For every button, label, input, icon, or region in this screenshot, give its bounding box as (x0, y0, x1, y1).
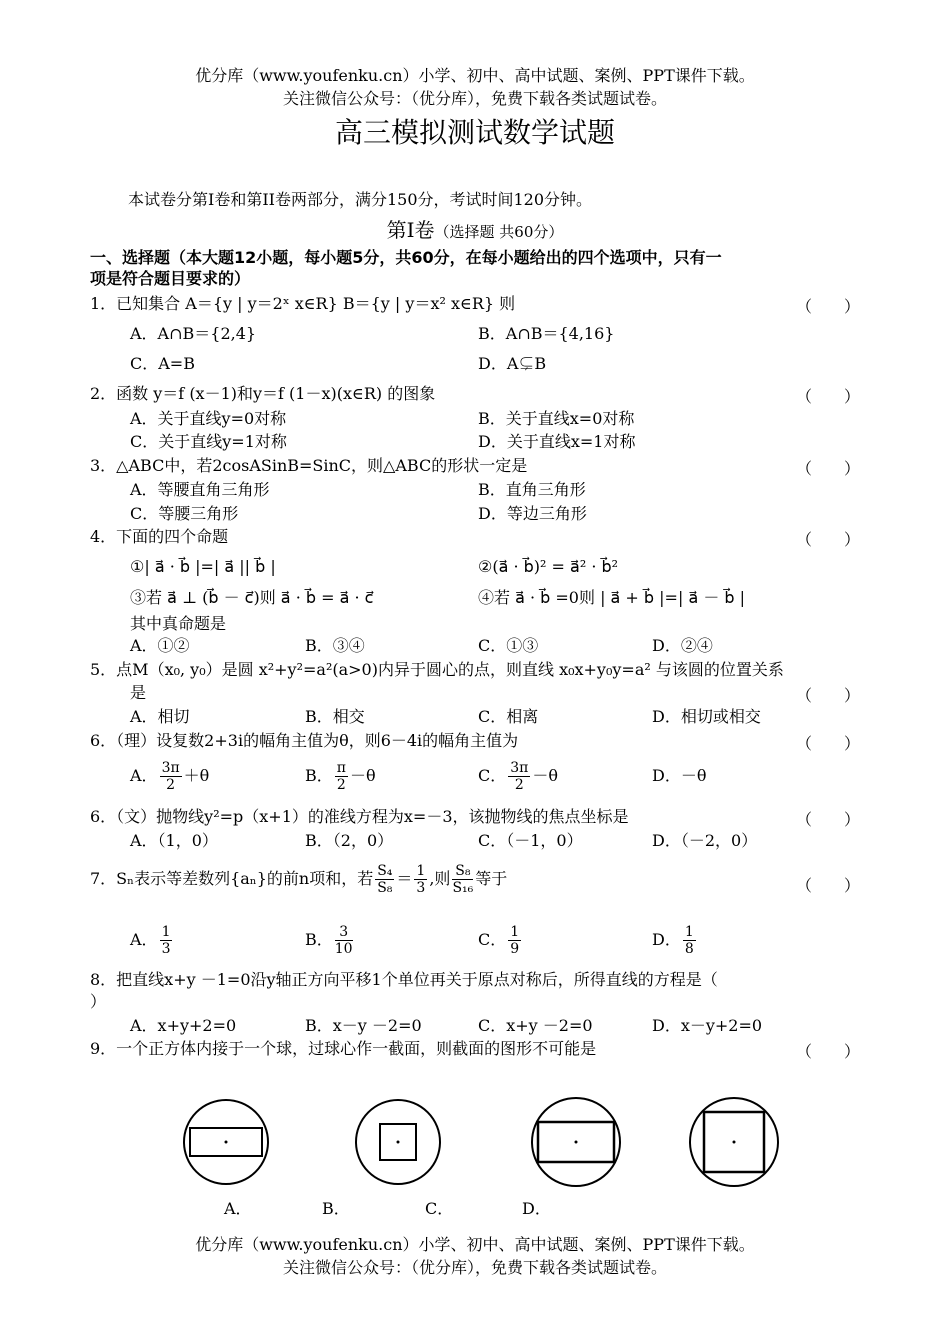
q4-proposition-3: ③若 a⃗ ⊥ (b⃗ － c⃗)则 a⃗ · b⃗ = a⃗ · c⃗ (130, 588, 374, 607)
q2-option-c: C．关于直线y=1对称 (130, 432, 287, 451)
q6-arts-option-b: B．（2，0） (305, 831, 394, 850)
q2-option-b: B．关于直线x=0对称 (478, 409, 635, 428)
q4-option-d: D．②④ (652, 636, 713, 655)
section-main: 第I卷 (386, 218, 435, 242)
q5-option-c: C．相离 (478, 707, 539, 726)
q4-option-a: A．①② (130, 636, 190, 655)
q1-option-a: A．A∩B＝{2,4} (130, 324, 257, 343)
header-line-2: 关注微信公众号：（优分库），免费下载各类试题试卷。 (282, 89, 667, 108)
q7-stem: 7．Sₙ表示等差数列{aₙ}的前n项和，若 $\frac{\text{S₄}}{\text{S₈}}$ ＝ $\frac{1}{3}$ ,则 $\frac{\text{S₈}}{\text{S₁₆}}$ 等于 (90, 863, 508, 896)
q7-option-c: C． $\frac{1}{9}$ (478, 924, 520, 957)
q2-option-a: A．关于直线y=0对称 (130, 409, 287, 428)
intro-text: 本试卷分第I卷和第II卷两部分，满分150分，考试时间120分钟。 (128, 190, 593, 209)
q5-option-b: B．相交 (305, 707, 365, 726)
q3-option-b: B．直角三角形 (478, 480, 586, 499)
q9-figure-c (532, 1098, 620, 1186)
q7-option-d: D． $\frac{1}{8}$ (652, 924, 694, 957)
q6-science-answer-blank: （ ） (796, 734, 861, 753)
q7-answer-blank: （ ） (796, 876, 861, 895)
q6-arts-stem: 6．（文）抛物线y²=p（x+1）的准线方程为x=－3，该抛物线的焦点坐标是 (90, 807, 629, 826)
q9-figure-a (184, 1100, 268, 1184)
q8-option-a: A．x+y+2=0 (130, 1016, 237, 1035)
q1-answer-blank: （ ） (796, 297, 861, 316)
q9-figures (180, 1092, 780, 1192)
q4-option-b: B．③④ (305, 636, 365, 655)
q2-option-d: D．关于直线x=1对称 (478, 432, 636, 451)
q4-subprompt: 其中真命题是 (130, 614, 227, 633)
page-title: 高三模拟测试数学试题 (334, 116, 615, 149)
q9-label-a: A． (224, 1199, 252, 1218)
q6-science-option-c: C． $\frac{3\pi}{2}$ －θ (478, 760, 558, 793)
q6-arts-option-c: C．（－1，0） (478, 831, 583, 850)
q8-option-c: C．x+y －2=0 (478, 1016, 593, 1035)
section-sub: （选择题 共60分） (434, 223, 564, 241)
q8-stem: 8．把直线x+y －1=0沿y轴正方向平移1个单位再关于原点对称后，所得直线的方程是（ (90, 970, 718, 989)
q8-option-b: B．x－y －2=0 (305, 1016, 422, 1035)
q3-option-c: C．等腰三角形 (130, 504, 239, 523)
q5-option-d: D．相切或相交 (652, 707, 761, 726)
q6-arts-option-a: A．（1，0） (130, 831, 218, 850)
q6-science-option-a: A． $\frac{3\pi}{2}$ ＋θ (130, 760, 210, 793)
q5-stem-cont: 是 (130, 683, 147, 702)
q4-stem: 4．下面的四个命题 (90, 527, 229, 546)
q3-stem: 3．△ABC中，若2cosASinB=SinC，则△ABC的形状一定是 (90, 456, 528, 475)
q7-option-a: A． $\frac{1}{3}$ (130, 924, 171, 957)
header-line-1: 优分库（www.youfenku.cn）小学、初中、高中试题、案例、PPT课件下载。 (195, 66, 755, 85)
instruction-line-1: 一、选择题（本大题12小题，每小题5分，共60分，在每小题给出的四个选项中，只有一 (90, 248, 722, 267)
q9-label-d: D． (522, 1199, 551, 1218)
footer-line-2: 关注微信公众号：（优分库），免费下载各类试题试卷。 (282, 1258, 667, 1277)
section-heading (0, 220, 950, 242)
q5-option-a: A．相切 (130, 707, 190, 726)
q9-stem: 9．一个正方体内接于一个球，过球心作一截面，则截面的图形不可能是 (90, 1039, 597, 1058)
q4-proposition-4: ④若 a⃗ · b⃗ =0则 | a⃗ + b⃗ |=| a⃗ － b⃗ | (478, 588, 746, 607)
q8-option-d: D．x－y+2=0 (652, 1016, 763, 1035)
instruction-line-2: 项是符合题目要求的） (90, 269, 251, 288)
q1-option-c: C．A=B (130, 354, 195, 373)
q3-option-a: A．等腰直角三角形 (130, 480, 270, 499)
q6-science-option-b: B． $\frac{\pi}{2}$ －θ (305, 760, 376, 793)
q7-option-b: B． $\frac{3}{10}$ (305, 924, 353, 957)
q2-answer-blank: （ ） (796, 387, 861, 406)
q9-label-c: C． (425, 1199, 454, 1218)
q6-science-stem: 6．（理）设复数2+3i的幅角主值为θ，则6－4i的幅角主值为 (90, 731, 519, 750)
footer-line-1: 优分库（www.youfenku.cn）小学、初中、高中试题、案例、PPT课件下载。 (195, 1235, 755, 1254)
q6-arts-option-d: D．（－2，0） (652, 831, 758, 850)
q6-science-option-d: D．－θ (652, 766, 707, 785)
q1-option-d: D．A⊊B (478, 354, 547, 373)
q9-answer-blank: （ ） (796, 1042, 861, 1061)
q4-proposition-1: ①| a⃗ · b⃗ |=| a⃗ || b⃗ | (130, 557, 276, 576)
q3-option-d: D．等边三角形 (478, 504, 587, 523)
q8-stem-cont: ） (90, 992, 107, 1011)
q2-stem: 2．函数 y＝f (x－1)和y＝f (1－x)(x∈R) 的图象 (90, 384, 436, 403)
q4-answer-blank: （ ） (796, 530, 861, 549)
q9-figure-b (356, 1100, 440, 1184)
q1-stem: 1．已知集合 A＝{y | y＝2ˣ x∈R} B＝{y | y＝x² x∈R} 则 (90, 294, 516, 313)
q5-answer-blank: （ ） (796, 686, 861, 705)
q9-label-b: B． (322, 1199, 350, 1218)
q4-option-c: C．①③ (478, 636, 539, 655)
q1-option-b: B．A∩B＝{4,16} (478, 324, 615, 343)
q9-figure-d (690, 1098, 778, 1186)
q4-proposition-2: ②(a⃗ · b⃗)² = a⃗² · b⃗² (478, 557, 619, 576)
q3-answer-blank: （ ） (796, 459, 861, 478)
q5-stem: 5．点M（x₀, y₀）是圆 x²+y²=a²(a>0)内异于圆心的点，则直线 x₀x+y₀y=a² 与该圆的位置关系 (90, 660, 784, 679)
q6-arts-answer-blank: （ ） (796, 810, 861, 829)
